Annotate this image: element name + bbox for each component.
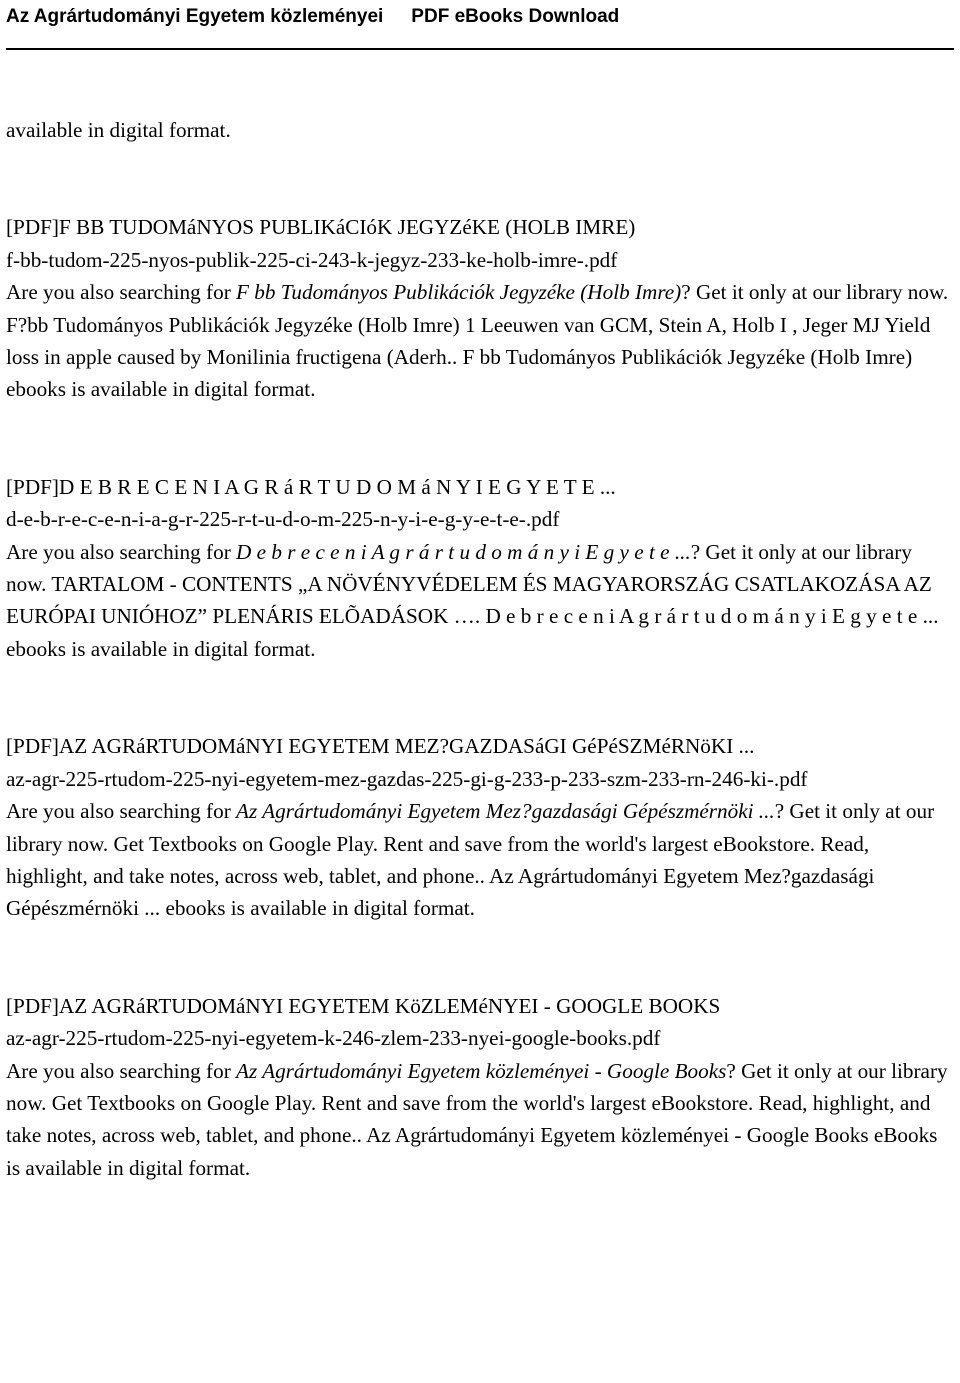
document-body	[6, 114, 956, 1184]
entry-description	[6, 536, 956, 666]
entry-filename[interactable]: f-bb-tudom-225-nyos-publik-225-ci-243-k-jegyz-233-ke-holb-imre-.pdf	[6, 247, 618, 272]
intro-text: available in digital format.	[6, 118, 231, 142]
search-query: D e b r e c e n i A g r á r t u d o m á n y i E g y e t e ...	[236, 539, 691, 564]
page-header	[0, 0, 960, 33]
entry-filename[interactable]: d-e-b-r-e-c-e-n-i-a-g-r-225-r-t-u-d-o-m-225-n-y-i-e-g-y-e-t-e-.pdf	[6, 507, 560, 532]
search-query: Az Agrártudományi Egyetem Mez?gazdasági Gépészmérnöki ...	[236, 799, 775, 824]
search-suffix: ? Get it only at our library now. F?bb Tudományos Publikációk Jegyzéke (Holb Imre) 1 Leeuwen van GCM, Stein A, Holb I , Jeger MJ Yield loss in apple caused by Monilinia fructigena (Aderh.. F bb Tudományos Publikációk Jegyzéke (Holb Imre) ebooks is available in digital format.	[6, 280, 949, 402]
result-entry-4	[6, 990, 956, 1184]
entry-filename[interactable]: az-agr-225-rtudom-225-nyi-egyetem-k-246-zlem-233-nyei-google-books.pdf	[6, 1026, 661, 1051]
result-entry-3	[6, 730, 956, 924]
header-divider	[6, 48, 954, 50]
result-entry-1	[6, 211, 956, 405]
search-suffix: ? Get it only at our library now. Get Textbooks on Google Play. Rent and save from the world's largest eBookstore. Read, highlight, and take notes, across web, tablet, and phone.. Az Agrártudományi Egyetem Mez?gazdasági Gépészmérnöki ... ebooks is available in digital format.	[6, 799, 935, 921]
entry-title[interactable]: [PDF]D E B R E C E N I A G R á R T U D O M á N Y I E G Y E T E ...	[6, 474, 616, 499]
entry-title[interactable]: [PDF]AZ AGRáRTUDOMáNYI EGYETEM KöZLEMéNYEI - GOOGLE BOOKS	[6, 993, 721, 1018]
entry-description	[6, 1055, 956, 1185]
entry-filename[interactable]: az-agr-225-rtudom-225-nyi-egyetem-mez-gazdas-225-gi-g-233-p-233-szm-233-rn-246-ki-.pdf	[6, 766, 808, 791]
search-query: Az Agrártudományi Egyetem közleményei - Google Books	[236, 1058, 727, 1083]
search-suffix: ? Get it only at our library now. Get Textbooks on Google Play. Rent and save from the world's largest eBookstore. Read, highlight, and take notes, across web, tablet, and phone.. Az Agrártudományi Egyetem közleményei - Google Books eBooks is available in digital format.	[6, 1058, 948, 1180]
search-prefix: Are you also searching for	[6, 539, 237, 564]
result-entry-2	[6, 471, 956, 665]
entry-description	[6, 795, 956, 925]
entry-title[interactable]: [PDF]F BB TUDOMáNYOS PUBLIKáCIóK JEGYZéKE (HOLB IMRE)	[6, 215, 636, 240]
header-subtitle: PDF eBooks Download	[411, 6, 620, 27]
entry-description	[6, 276, 956, 406]
entry-title[interactable]: [PDF]AZ AGRáRTUDOMáNYI EGYETEM MEZ?GAZDASáGI GéPéSZMéRNöKI ...	[6, 734, 755, 759]
header-title: Az Agrártudományi Egyetem közleményei	[6, 6, 384, 27]
search-suffix: ? Get it only at our library now. TARTALOM - CONTENTS „A NÖVÉNYVÉDELEM ÉS MAGYARORSZÁG CSATLAKOZÁSA AZ EURÓPAI UNIÓHOZ” PLENÁRIS ELÕADÁSOK …. D e b r e c e n i A g r á r t u d o m á n y i E g y e t e ... ebooks is available in digital format.	[6, 539, 939, 661]
search-prefix: Are you also searching for	[6, 1058, 237, 1083]
search-query: F bb Tudományos Publikációk Jegyzéke (Holb Imre)	[236, 280, 682, 305]
search-prefix: Are you also searching for	[6, 799, 237, 824]
search-prefix: Are you also searching for	[6, 280, 237, 305]
